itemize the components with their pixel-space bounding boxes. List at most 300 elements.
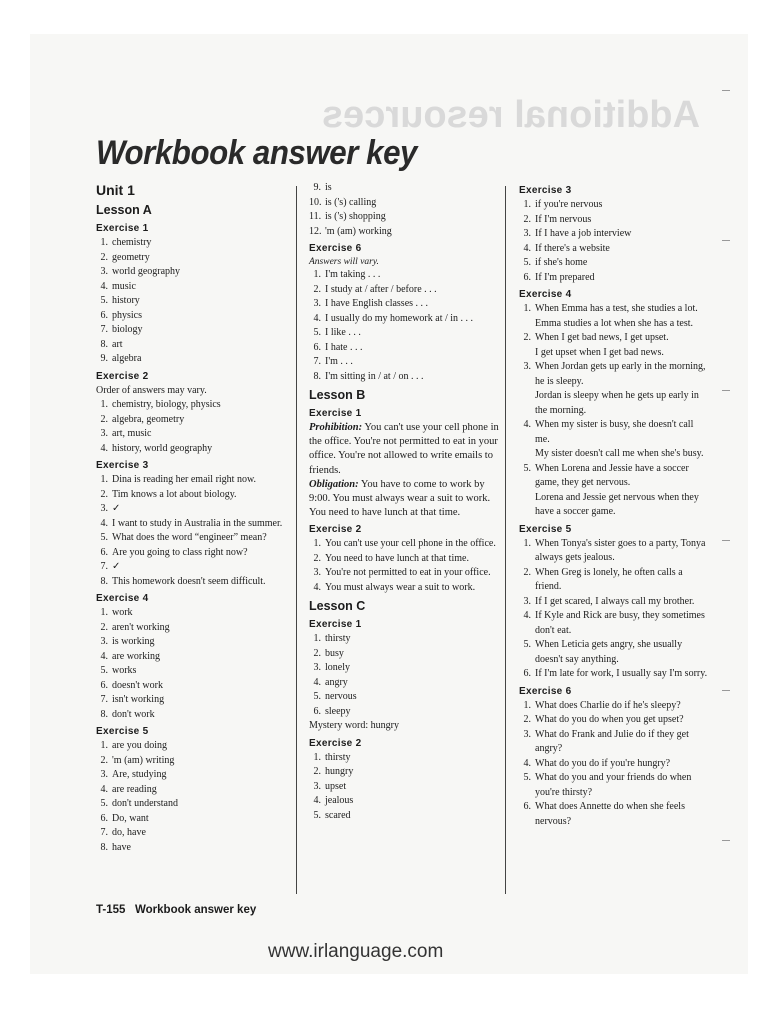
answer-text: art, music (112, 428, 152, 439)
answer-item (309, 552, 499, 567)
answer-text: If Kyle and Rick are busy, they sometimes don't eat. (535, 610, 705, 636)
answer-number: 3. (100, 428, 108, 439)
answer-item (96, 265, 286, 280)
answer-text: I study at / after / before . . . (325, 283, 437, 295)
answer-item (96, 473, 286, 488)
answer-number: 4. (523, 419, 531, 430)
answer-item (96, 338, 286, 353)
answer-item (309, 283, 499, 298)
answer-text: is ('s) calling (325, 196, 377, 208)
answer-item (96, 650, 286, 665)
answer-text: are you doing (112, 740, 167, 751)
answer-item (519, 728, 709, 757)
answer-number: 2. (313, 766, 321, 778)
answer-column-1 (96, 181, 286, 855)
answer-item (309, 312, 499, 327)
answer-item (309, 647, 499, 662)
answer-item (96, 294, 286, 309)
answer-item (96, 251, 286, 266)
answer-text: Dina is reading her email right now. (112, 474, 257, 485)
answer-number: 2. (523, 332, 531, 343)
answer-text: What does Annette do when she feels nervous? (535, 801, 685, 827)
answer-number: 5. (100, 665, 108, 676)
exercise-heading: Exercise 1 (309, 619, 362, 631)
answer-text: doesn't work (112, 679, 163, 691)
answer-number: 1. (100, 399, 108, 410)
answer-text: When I get bad news, I get upset. (535, 332, 669, 343)
answer-text: I'm . . . (325, 356, 353, 367)
answer-number: 3. (523, 728, 531, 740)
answer-text: When my sister is busy, she doesn't call me. (535, 419, 694, 445)
answer-text: Are, studying (112, 769, 167, 780)
answer-item (96, 606, 286, 621)
answer-text: is (325, 182, 332, 193)
answer-item (96, 323, 286, 338)
paragraph-text: You can't use your cell phone in the office. You're not permitted to eat in your office. You're not allowed to write emails to friends. (309, 422, 499, 476)
exercise-heading: Exercise 5 (519, 523, 572, 535)
answer-item (309, 326, 499, 341)
answer-item (96, 754, 286, 769)
answer-text: I'm sitting in / at / on . . . (325, 370, 424, 382)
answer-number: 2. (100, 621, 108, 633)
answer-text: hungry (325, 766, 354, 778)
exercise-heading: Exercise 2 (96, 370, 149, 382)
answer-item (519, 771, 709, 800)
exercise-heading: Exercise 1 (309, 408, 362, 419)
answer-text: world geography (112, 266, 181, 277)
answer-item (96, 841, 286, 856)
answer-number: 8. (100, 575, 108, 587)
answer-item (309, 537, 499, 552)
answer-item (519, 713, 709, 728)
lesson-heading: Lesson C (309, 599, 366, 614)
answer-text: if she's home (535, 257, 588, 268)
answer-text: I'm taking . . . (325, 269, 381, 280)
answer-item (309, 341, 499, 356)
lesson-heading: Lesson A (96, 203, 152, 217)
answer-number: 5. (523, 257, 531, 268)
answer-item (519, 271, 709, 286)
answer-item (96, 546, 286, 561)
answer-item (309, 661, 499, 676)
answer-item (519, 699, 709, 714)
answer-item (96, 739, 286, 754)
answer-number: 4. (100, 442, 108, 454)
answer-number: 2. (100, 413, 108, 425)
answer-item (96, 280, 286, 295)
answer-number: 4. (100, 783, 108, 795)
answer-text: You need to have lunch at that time. (325, 552, 469, 564)
answer-number: 8. (313, 370, 321, 382)
answer-text: You can't use your cell phone in the office. (325, 538, 496, 550)
answer-number: 5. (523, 772, 531, 783)
answer-number: 1. (100, 607, 108, 618)
answer-text: is working (112, 636, 155, 647)
answer-number: 7. (100, 561, 108, 572)
answer-alternate: My sister doesn't call me when she's busy. (535, 448, 704, 459)
answer-number: 5. (100, 798, 108, 809)
answer-text: 'm (am) working (325, 225, 392, 237)
answer-alternate: Emma studies a lot when she has a test. (535, 317, 694, 329)
answer-text: algebra, geometry (112, 413, 185, 425)
answer-text: chemistry (112, 237, 152, 248)
answer-number: 2. (100, 754, 108, 766)
answer-number: 4. (100, 517, 108, 529)
answer-number: 1. (523, 699, 531, 711)
answer-number: 1. (523, 303, 531, 314)
paragraph-text: You have to come to work by 9:00. You must always wear a suit to work. You need to have lunch at that time. (309, 478, 491, 519)
answer-text: aren't working (112, 621, 170, 633)
answer-text: are working (112, 650, 161, 662)
answer-item (96, 502, 286, 517)
answer-number: 2. (313, 552, 321, 564)
answer-number: 6. (100, 546, 108, 558)
answer-item (309, 780, 499, 795)
answer-number: 3. (100, 769, 108, 780)
answer-number: 6. (100, 812, 108, 824)
answer-item (309, 705, 499, 720)
answer-number: 1. (523, 199, 531, 210)
answer-item (96, 309, 286, 324)
answer-text: isn't working (112, 694, 165, 705)
answer-number: 10. (309, 196, 322, 208)
answer-number: 4. (313, 312, 321, 324)
footer-label: Workbook answer key (135, 904, 257, 916)
answer-number: 4. (523, 242, 531, 254)
unit-heading: Unit 1 (96, 182, 135, 198)
answer-number: 8. (100, 708, 108, 720)
answer-text: chemistry, biology, physics (112, 399, 221, 410)
answer-text: thirsty (325, 633, 351, 645)
answer-item (96, 826, 286, 841)
answer-number: 3. (313, 662, 321, 674)
answer-text: ✓ (112, 561, 121, 572)
answer-item (519, 256, 709, 271)
answer-paragraph (309, 478, 499, 521)
answer-number: 3. (313, 567, 321, 579)
answer-item (309, 297, 499, 312)
answer-text: works (112, 665, 137, 676)
lesson-heading: Lesson B (309, 388, 366, 402)
answer-text: art (112, 338, 123, 350)
binder-mark (722, 390, 730, 391)
answer-item (309, 690, 499, 705)
answer-number: 3. (100, 503, 108, 514)
answer-number: 4. (313, 676, 321, 688)
answer-number: 2. (523, 566, 531, 578)
answer-column-3 (519, 181, 709, 829)
exercise-heading: Exercise 3 (519, 185, 572, 196)
column-divider (505, 186, 506, 894)
answer-text: I hate . . . (325, 341, 363, 353)
answer-item (519, 667, 709, 682)
page-title: Workbook answer key (96, 134, 417, 172)
answer-text: When Greg is lonely, he often calls a friend. (535, 566, 683, 592)
answer-item (96, 679, 286, 694)
answer-note: Order of answers may vary. (96, 384, 207, 396)
answer-number: 5. (313, 691, 321, 703)
answer-number: 6. (313, 341, 321, 353)
answer-number: 5. (313, 809, 321, 821)
answer-text: geometry (112, 251, 150, 263)
answer-item (519, 198, 709, 213)
paragraph-label: Prohibition: (309, 422, 363, 433)
answer-item (309, 765, 499, 780)
answer-item (309, 210, 499, 225)
answer-alternate: Jordan is sleepy when he gets up early in the morning. (535, 390, 699, 416)
answer-item (519, 609, 709, 638)
answer-text: history (112, 295, 140, 306)
answer-text: scared (325, 809, 351, 821)
answer-item (96, 768, 286, 783)
answer-text: Do, want (112, 812, 149, 824)
answer-item (519, 757, 709, 772)
answer-number: 1. (100, 740, 108, 751)
page-footer (96, 904, 256, 916)
answer-item (519, 227, 709, 242)
answer-number: 2. (523, 213, 531, 225)
binder-mark (722, 690, 730, 691)
answer-text: algebra (112, 353, 142, 364)
answer-text: 'm (am) writing (112, 754, 175, 766)
answer-text: nervous (325, 691, 357, 703)
answer-text: This homework doesn't seem difficult. (112, 575, 266, 587)
answer-item (309, 632, 499, 647)
answer-number: 4. (523, 610, 531, 621)
answer-number: 2. (100, 488, 108, 500)
answer-item (519, 638, 709, 667)
answer-text: When Lorena and Jessie have a soccer game, they get nervous. (535, 462, 689, 488)
answer-text: You must always wear a suit to work. (325, 581, 476, 593)
page-number: T-155 (96, 904, 126, 916)
answer-text: biology (112, 324, 143, 335)
answer-item (309, 225, 499, 240)
answer-number: 5. (100, 532, 108, 543)
answer-item (96, 664, 286, 679)
answer-number: 1. (313, 269, 321, 280)
answer-number: 5. (100, 295, 108, 306)
answer-item (309, 794, 499, 809)
answer-number: 1. (313, 633, 321, 645)
exercise-heading: Exercise 2 (309, 524, 362, 536)
answer-number: 1. (100, 474, 108, 485)
answer-item (96, 560, 286, 575)
answer-text: angry (325, 676, 348, 688)
answer-number: 9. (100, 353, 108, 364)
answer-text: thirsty (325, 751, 351, 763)
answer-alternate: Lorena and Jessie get nervous when they have a soccer game. (535, 491, 699, 517)
answer-text: lonely (325, 662, 350, 674)
exercise-heading: Exercise 2 (309, 737, 362, 749)
answer-item (309, 751, 499, 766)
answer-number: 1. (313, 751, 321, 763)
answer-text: I have English classes . . . (325, 298, 429, 309)
answer-text: sleepy (325, 705, 351, 717)
answer-text: Tim knows a lot about biology. (112, 488, 237, 500)
answer-item (96, 708, 286, 723)
answer-text: busy (325, 647, 344, 659)
answer-number: 11. (309, 211, 322, 222)
answer-item (96, 352, 286, 367)
exercise-heading: Exercise 6 (309, 243, 362, 254)
answer-item (519, 418, 709, 447)
answer-number: 5. (313, 327, 321, 338)
answer-number: 3. (523, 595, 531, 607)
answer-number: 6. (100, 679, 108, 691)
answer-number: 4. (100, 280, 108, 292)
answer-text: What does Charlie do if he's sleepy? (535, 699, 681, 711)
answer-number: 12. (309, 225, 322, 237)
exercise-heading: Exercise 4 (96, 593, 149, 604)
answer-text: If I'm nervous (535, 213, 592, 225)
exercise-note: Answers will vary. (309, 257, 379, 267)
answer-item (96, 413, 286, 428)
answer-text: are reading (112, 783, 157, 795)
answer-number: 7. (313, 356, 321, 367)
answer-text: If I have a job interview (535, 228, 632, 239)
answer-number: 3. (313, 780, 321, 792)
answer-item (519, 566, 709, 595)
answer-text: don't work (112, 708, 155, 720)
answer-number: 3. (313, 298, 321, 309)
answer-note: Mystery word: hungry (309, 720, 399, 732)
answer-text: Are you going to class right now? (112, 546, 248, 558)
answer-item (96, 427, 286, 442)
answer-item (309, 566, 499, 581)
answer-text: upset (325, 780, 347, 792)
answer-text: history, world geography (112, 442, 213, 454)
answer-number: 3. (100, 266, 108, 277)
answer-text: I want to study in Australia in the summer. (112, 517, 283, 529)
answer-number: 1. (523, 537, 531, 549)
answer-text: If I'm late for work, I usually say I'm sorry. (535, 668, 708, 679)
answer-item (309, 181, 499, 196)
exercise-heading: Exercise 1 (96, 223, 149, 234)
exercise-heading: Exercise 6 (519, 685, 572, 697)
exercise-heading: Exercise 3 (96, 460, 149, 471)
answer-text: physics (112, 309, 142, 321)
answer-number: 6. (100, 309, 108, 321)
answer-column-2 (309, 181, 499, 823)
answer-item (96, 621, 286, 636)
answer-item (309, 196, 499, 211)
answer-text: jealous (325, 795, 354, 807)
answer-number: 3. (523, 228, 531, 239)
answer-text: don't understand (112, 798, 178, 809)
answer-number: 5. (523, 462, 531, 474)
binder-mark (722, 240, 730, 241)
answer-paragraph (309, 421, 499, 478)
answer-number: 2. (100, 251, 108, 263)
answer-number: 8. (100, 338, 108, 350)
answer-text: I like . . . (325, 327, 361, 338)
answer-item (96, 812, 286, 827)
answer-text: What do you do if you're hungry? (535, 757, 671, 769)
answer-number: 5. (523, 639, 531, 650)
binder-mark (722, 840, 730, 841)
answer-number: 2. (523, 714, 531, 725)
answer-item (309, 676, 499, 691)
answer-number: 3. (523, 361, 531, 372)
answer-item (519, 302, 709, 317)
answer-text: I usually do my homework at / in . . . (325, 312, 474, 324)
answer-text: have (112, 841, 131, 853)
binder-mark (722, 90, 730, 91)
answer-number: 8. (100, 841, 108, 853)
answer-text: What does the word “engineer” mean? (112, 532, 267, 543)
answer-item (96, 531, 286, 546)
answer-text: work (112, 607, 133, 618)
answer-item (309, 355, 499, 370)
answer-item (96, 442, 286, 457)
answer-text: When Emma has a test, she studies a lot. (535, 303, 698, 314)
answer-item (519, 242, 709, 257)
answer-text: What do Frank and Julie do if they get angry? (535, 728, 689, 754)
answer-item (519, 595, 709, 610)
exercise-heading: Exercise 5 (96, 726, 149, 737)
answer-number: 3. (100, 636, 108, 647)
answer-number: 2. (313, 283, 321, 295)
answer-number: 4. (100, 650, 108, 662)
answer-number: 7. (100, 324, 108, 335)
answer-text: When Tonya's sister goes to a party, Tonya always gets jealous. (535, 537, 706, 563)
answer-item (96, 693, 286, 708)
answer-text: ✓ (112, 503, 121, 514)
answer-number: 1. (313, 538, 321, 550)
answer-text: When Leticia gets angry, she usually doesn't say anything. (535, 639, 683, 665)
answer-number: 6. (523, 271, 531, 283)
binder-mark (722, 540, 730, 541)
answer-text: You're not permitted to eat in your office. (325, 567, 491, 579)
answer-text: When Jordan gets up early in the morning, he is sleepy. (535, 361, 706, 387)
answer-number: 4. (313, 795, 321, 807)
answer-item (96, 635, 286, 650)
answer-item (309, 809, 499, 824)
answer-item (96, 236, 286, 251)
answer-item (96, 783, 286, 798)
answer-number: 9. (313, 182, 321, 193)
answer-number: 6. (313, 705, 321, 717)
answer-number: 2. (313, 647, 321, 659)
answer-text: What do you do when you get upset? (535, 714, 684, 725)
answer-alternate: I get upset when I get bad news. (535, 346, 664, 358)
answer-item (96, 517, 286, 532)
answer-number: 1. (100, 237, 108, 248)
answer-item (519, 213, 709, 228)
answer-number: 6. (523, 801, 531, 812)
website-watermark: www.irlanguage.com (268, 941, 444, 962)
answer-item (96, 398, 286, 413)
answer-text: is ('s) shopping (325, 211, 386, 222)
answer-number: 7. (100, 827, 108, 838)
answer-item (519, 537, 709, 566)
answer-text: do, have (112, 827, 146, 838)
answer-item (309, 370, 499, 385)
answer-item (96, 575, 286, 590)
answer-text: If there's a website (535, 242, 610, 254)
paragraph-label: Obligation: (309, 478, 359, 490)
answer-number: 4. (313, 581, 321, 593)
answer-item (519, 462, 709, 491)
answer-text: If I get scared, I always call my brother. (535, 595, 695, 607)
answer-text: What do you and your friends do when you're thirsty? (535, 772, 692, 798)
answer-item (519, 331, 709, 346)
answer-number: 4. (523, 757, 531, 769)
answer-number: 7. (100, 694, 108, 705)
answer-item (519, 800, 709, 829)
answer-item (309, 268, 499, 283)
column-divider (296, 186, 297, 894)
